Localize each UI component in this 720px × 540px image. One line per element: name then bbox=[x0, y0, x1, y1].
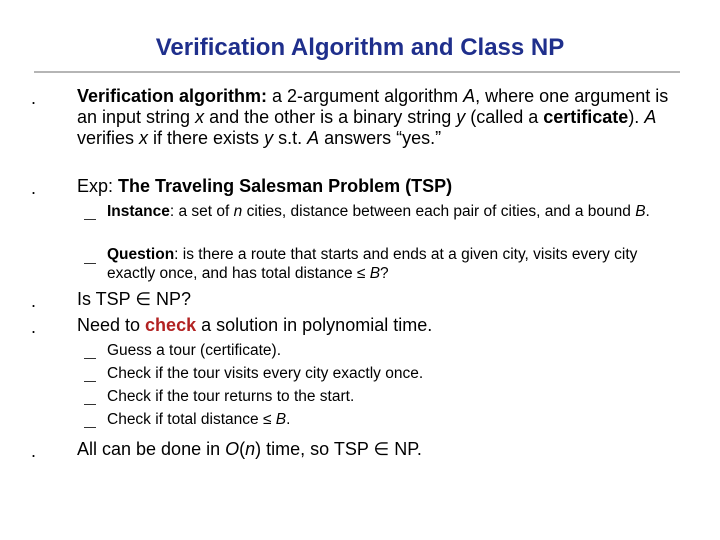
dash-marker bbox=[84, 427, 96, 428]
subbullet-step: Guess a tour (certificate). bbox=[107, 342, 282, 359]
bullet-marker: . bbox=[31, 291, 37, 311]
bullet-need-to-check: Need to check a solution in polynomial time. bbox=[77, 315, 433, 335]
bullet-is-tsp-np: Is TSP ∈ NP? bbox=[77, 289, 192, 309]
subbullet-step-distance: Check if total distance ≤ B. bbox=[107, 411, 291, 428]
dash-marker bbox=[84, 381, 96, 382]
bullet-marker: . bbox=[31, 178, 37, 198]
dash-marker bbox=[84, 404, 96, 405]
slide-title: Verification Algorithm and Class NP bbox=[155, 34, 565, 61]
title-divider bbox=[34, 71, 680, 73]
dash-marker bbox=[84, 263, 96, 264]
dash-marker bbox=[84, 358, 96, 359]
dash-marker bbox=[84, 219, 96, 220]
bullet-marker: . bbox=[31, 317, 37, 337]
bullet-conclusion: All can be done in O(n) time, so TSP ∈ NP. bbox=[77, 439, 422, 459]
bullet-tsp-example: Exp: The Traveling Salesman Problem (TSP) bbox=[77, 176, 453, 196]
bullet-verification-algorithm: Verification algorithm: a 2-argument algorithm A, where one argument is an input string x and the other is a binary string y (called a certificate). A verifies x if there exists y s.t. A answers “yes.” bbox=[77, 86, 669, 148]
subbullet-question: Question: is there a route that starts and ends at a given city, visits every city exactly once, and has total distance ≤ B? bbox=[107, 246, 638, 282]
subbullet-step: Check if the tour visits every city exactly once. bbox=[107, 365, 424, 382]
bullet-marker: . bbox=[31, 88, 37, 108]
bullet-marker: . bbox=[31, 441, 37, 461]
subbullet-instance: Instance: a set of n cities, distance between each pair of cities, and a bound B. bbox=[107, 203, 650, 220]
subbullet-step: Check if the tour returns to the start. bbox=[107, 388, 355, 405]
